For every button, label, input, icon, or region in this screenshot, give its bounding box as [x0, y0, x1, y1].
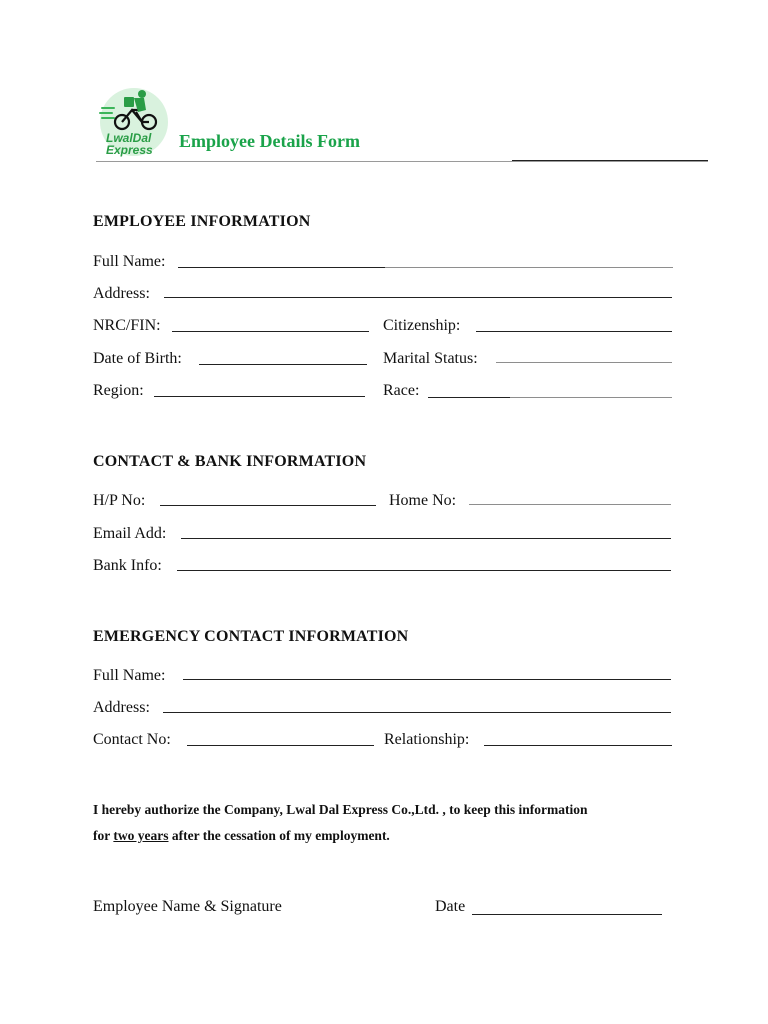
field-label: Email Add:	[93, 525, 167, 542]
authorization-line-1: I hereby authorize the Company, Lwal Dal Express Co.,Ltd. , to keep this information	[93, 802, 588, 817]
lwaldal-express-logo	[96, 86, 170, 164]
region-field[interactable]	[93, 382, 373, 404]
field-label: Full Name:	[93, 667, 166, 684]
field-label: Bank Info:	[93, 557, 162, 574]
two-years-emphasis: two years	[113, 828, 169, 843]
home-no-field[interactable]	[389, 492, 673, 514]
email-field[interactable]	[93, 525, 673, 547]
address-line	[164, 297, 672, 298]
date-of-birth-field[interactable]	[93, 350, 373, 372]
hp-no-line	[160, 505, 376, 506]
field-label: Contact No:	[93, 731, 171, 748]
emergency-address-field[interactable]	[93, 699, 673, 721]
email-line	[181, 538, 671, 539]
nrc-fin-field[interactable]	[93, 317, 373, 339]
citizenship-field[interactable]	[383, 317, 673, 339]
field-label: Marital Status:	[383, 350, 478, 367]
field-label: Date of Birth:	[93, 350, 182, 367]
relationship-line	[484, 745, 672, 746]
section-title-contact-bank-information: CONTACT & BANK INFORMATION	[93, 453, 367, 470]
full-name-line-ext	[385, 267, 673, 268]
field-label: H/P No:	[93, 492, 146, 509]
section-title-emergency-contact-information: EMERGENCY CONTACT INFORMATION	[93, 628, 409, 645]
svg-text:LwalDal: LwalDal	[106, 131, 152, 145]
authorization-line-2: for two years after the cessation of my employment.	[93, 828, 390, 843]
field-label: Race:	[383, 382, 420, 399]
authorization-statement	[93, 797, 713, 849]
emergency-full-name-line	[183, 679, 671, 680]
date-field[interactable]	[435, 898, 665, 920]
employee-address-field[interactable]	[93, 285, 673, 307]
race-line-ext	[510, 397, 672, 398]
field-label: Relationship:	[384, 731, 470, 748]
relationship-field[interactable]	[384, 731, 673, 753]
field-label: Full Name:	[93, 253, 166, 270]
bank-info-field[interactable]	[93, 557, 673, 579]
contact-no-line	[187, 745, 374, 746]
race-line	[428, 397, 510, 398]
date-of-birth-line	[199, 364, 367, 365]
field-label: Home No:	[389, 492, 457, 509]
employee-full-name-field[interactable]	[93, 253, 673, 275]
race-field[interactable]	[383, 382, 673, 404]
field-label: Region:	[93, 382, 144, 399]
form-title: Employee Details Form	[179, 131, 360, 151]
marital-status-line	[496, 362, 672, 363]
home-no-line	[469, 504, 671, 505]
header-divider	[96, 161, 708, 162]
section-title-employee-information: EMPLOYEE INFORMATION	[93, 213, 311, 230]
date-line	[472, 914, 662, 915]
bank-info-line	[177, 570, 671, 571]
field-label: NRC/FIN:	[93, 317, 161, 334]
employee-signature-label: Employee Name & Signature	[93, 898, 282, 915]
svg-text:Express: Express	[106, 143, 153, 157]
emergency-full-name-field[interactable]	[93, 667, 673, 689]
marital-status-field[interactable]	[383, 350, 673, 372]
hp-no-field[interactable]	[93, 492, 383, 514]
contact-no-field[interactable]	[93, 731, 378, 753]
field-label: Address:	[93, 699, 150, 716]
region-line	[154, 396, 365, 397]
full-name-line	[178, 267, 385, 268]
field-label: Address:	[93, 285, 150, 302]
emergency-address-line	[163, 712, 671, 713]
nrc-fin-line	[172, 331, 369, 332]
citizenship-line	[476, 331, 672, 332]
field-label: Citizenship:	[383, 317, 461, 334]
field-label: Date	[435, 898, 466, 915]
header-divider-accent	[512, 160, 708, 161]
